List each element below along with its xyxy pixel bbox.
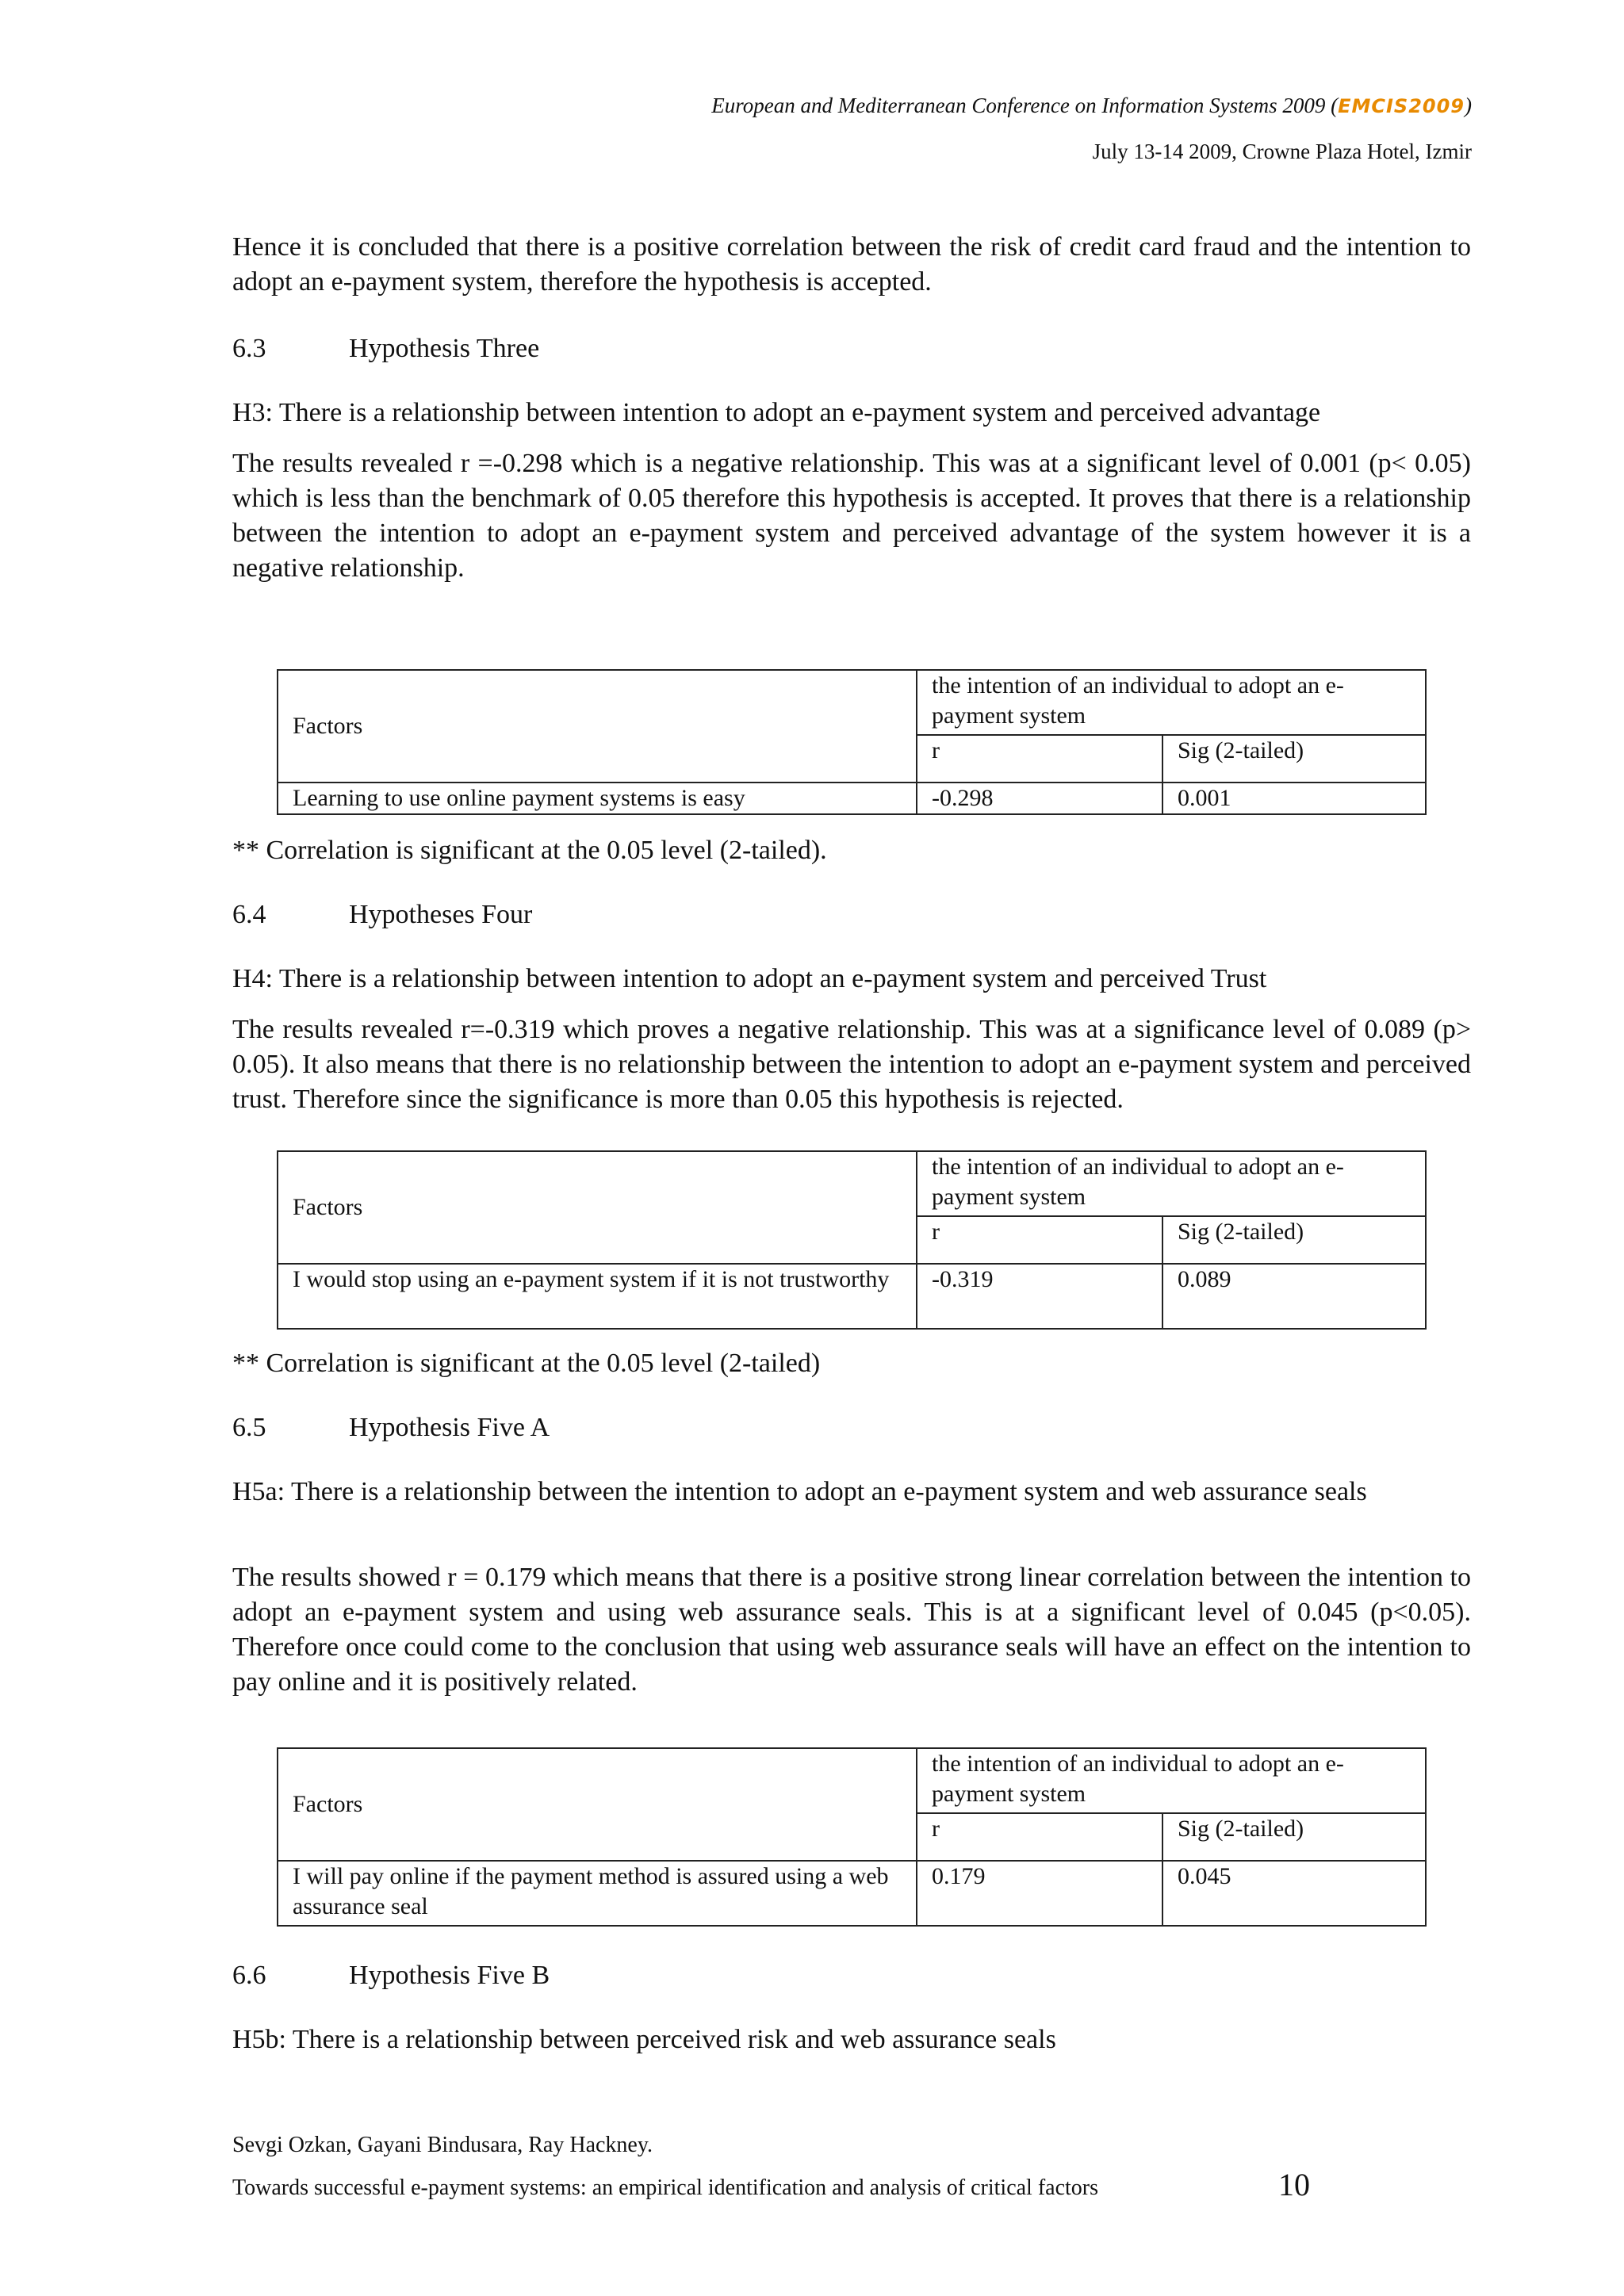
section-heading-6-3 — [232, 331, 539, 366]
conference-logo: EMCIS2009 — [1338, 95, 1465, 117]
significance-note-2: ** Correlation is significant at the 0.05 level (2-tailed) — [232, 1349, 821, 1378]
hypothesis-h3: H3: There is a relationship between intention to adopt an e-payment system and perceived advantage — [232, 398, 1321, 427]
sig-value-cell: 0.045 — [1162, 1861, 1426, 1926]
paragraph-h4-results: The results revealed r=-0.319 which proves a negative relationship. This was at a significance level of 0.089 (p> 0.05). It also means that there is no relationship between the intention to adopt an e-payment system and perceived trust. Therefore since the significance is more than 0.05 this hypothesis is rejected. — [232, 1015, 1471, 1114]
section-number: 6.5 — [232, 1413, 266, 1442]
footer-paper-title: Towards successful e-payment systems: an empirical identification and analysis of critical factors — [232, 2175, 1099, 2200]
section-heading-6-4 — [232, 897, 532, 932]
results-table-h3 — [277, 669, 1427, 815]
section-heading-6-5 — [232, 1410, 550, 1445]
section-title: Hypothesis Five B — [349, 1961, 550, 1990]
footer-authors: Sevgi Ozkan, Gayani Bindusara, Ray Hackney. — [232, 2133, 653, 2157]
r-value-cell: 0.179 — [917, 1861, 1162, 1926]
header-r: r — [917, 1813, 1162, 1861]
paragraph-h3-results: The results revealed r =-0.298 which is a negative relationship. This was at a significant level of 0.001 (p< 0.05) which is less than the benchmark of 0.05 therefore this hypothesis is accepted. It proves that there is a relationship between the intention to adopt an e-payment system and perceived advantage of the system however it is a negative relationship. — [232, 449, 1471, 583]
r-value-cell: -0.319 — [917, 1264, 1162, 1329]
r-value-cell: -0.298 — [917, 783, 1162, 814]
significance-note-1: ** Correlation is significant at the 0.05 level (2-tailed). — [232, 836, 827, 865]
factor-cell: Learning to use online payment systems is easy — [278, 783, 917, 814]
hypothesis-h5b: H5b: There is a relationship between perceived risk and web assurance seals — [232, 2025, 1056, 2054]
conference-header — [711, 94, 1472, 118]
factor-cell: I will pay online if the payment method is assured using a web assurance seal — [278, 1861, 917, 1926]
header-r: r — [917, 735, 1162, 783]
header-factors: Factors — [278, 1151, 917, 1264]
header-factors: Factors — [278, 1748, 917, 1861]
venue-line: July 13-14 2009, Crowne Plaza Hotel, Izmir — [1092, 140, 1472, 163]
results-table-h5a — [277, 1747, 1427, 1927]
header-intention: the intention of an individual to adopt an e-payment system — [917, 670, 1426, 735]
conference-close: ) — [1465, 94, 1472, 117]
page-number: 10 — [1278, 2167, 1310, 2202]
section-number: 6.6 — [232, 1961, 266, 1990]
header-sig: Sig (2-tailed) — [1162, 735, 1426, 783]
section-heading-6-6 — [232, 1958, 550, 1993]
hypothesis-h5a: H5a: There is a relationship between the intention to adopt an e-payment system and web assurance seals — [232, 1477, 1367, 1506]
factor-cell: I would stop using an e-payment system if it is not trustworthy — [278, 1264, 917, 1329]
results-table-h4 — [277, 1150, 1427, 1330]
header-intention: the intention of an individual to adopt an e-payment system — [917, 1748, 1426, 1813]
section-title: Hypotheses Four — [349, 900, 533, 929]
section-title: Hypothesis Five A — [349, 1413, 550, 1442]
header-r: r — [917, 1216, 1162, 1264]
conference-name: European and Mediterranean Conference on Information Systems 2009 ( — [711, 94, 1339, 117]
sig-value-cell: 0.001 — [1162, 783, 1426, 814]
section-number: 6.3 — [232, 334, 266, 363]
paragraph-conclusion: Hence it is concluded that there is a positive correlation between the risk of credit card fraud and the intention to adopt an e-payment system, therefore the hypothesis is accepted. — [232, 232, 1471, 297]
section-number: 6.4 — [232, 900, 266, 929]
hypothesis-h4: H4: There is a relationship between intention to adopt an e-payment system and perceived Trust — [232, 964, 1267, 993]
section-title: Hypothesis Three — [349, 334, 540, 363]
paragraph-h5a-results: The results showed r = 0.179 which means that there is a positive strong linear correlation between the intention to adopt an e-payment system and using web assurance seals. This is at a significant level of 0.045 (p<0.05). Therefore once could come to the conclusion that using web assurance seals will have an effect on the intention to pay online and it is positively related. — [232, 1563, 1471, 1697]
header-sig: Sig (2-tailed) — [1162, 1216, 1426, 1264]
sig-value-cell: 0.089 — [1162, 1264, 1426, 1329]
header-factors: Factors — [278, 670, 917, 783]
header-intention: the intention of an individual to adopt an e-payment system — [917, 1151, 1426, 1216]
header-sig: Sig (2-tailed) — [1162, 1813, 1426, 1861]
